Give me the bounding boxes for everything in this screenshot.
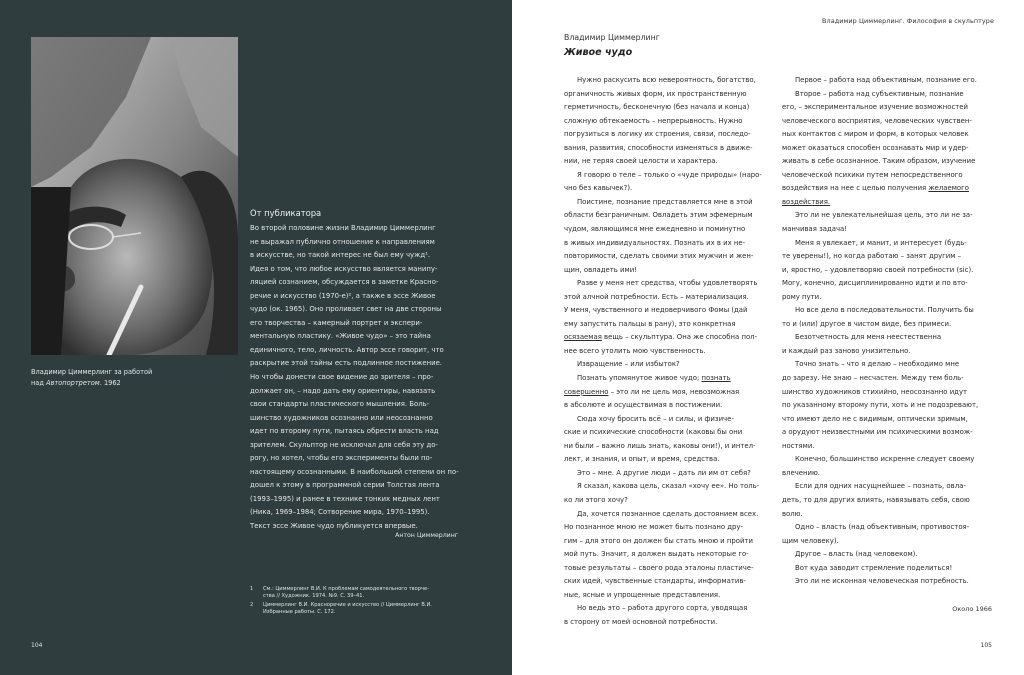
footnotes bbox=[250, 586, 465, 618]
essay-line: органичность живых форм, их пространственную bbox=[564, 89, 747, 98]
publisher-text-line: ляцией сознанием, обсуждается в заметке Красно- bbox=[250, 278, 439, 287]
page-number-left: 104 bbox=[31, 642, 43, 649]
essay-line: деть, то для других влиять, навязывать себя, свою bbox=[782, 495, 970, 504]
essay-line: Безотчетность для меня неестественна bbox=[795, 333, 942, 342]
publisher-text-line: (Ника, 1969–1984; Сотворение мира, 1970–1995). bbox=[250, 508, 430, 517]
essay-line: Могу, конечно, дисциплинированно идти и по вто- bbox=[782, 279, 968, 288]
publisher-text-line: Идея о том, что любое искусство является манипу- bbox=[250, 264, 438, 273]
publisher-text-line: дошел к этому в программной серии Толстая лента bbox=[250, 481, 440, 490]
essay-line: Но все дело в последовательности. Получить бы bbox=[795, 306, 974, 315]
essay-line: лект, и знания, и опыт, и время, средства. bbox=[564, 455, 720, 464]
portrait-photo bbox=[31, 37, 238, 355]
essay-line: ни были – важно лишь знать, каковы они!), и интел- bbox=[564, 441, 756, 450]
essay-line: товые результаты – своего рода эталоны пластиче- bbox=[564, 563, 754, 572]
portrait-photo-image bbox=[31, 37, 238, 355]
footnote-line: Избранные работы. С. 172. bbox=[263, 609, 336, 616]
caption-line: Владимир Циммерлинг за работой bbox=[31, 368, 153, 376]
essay-line: нее всего утолить мою чувственность. bbox=[564, 346, 706, 355]
essay-line: ностями. bbox=[782, 441, 815, 450]
essay-line: Познать упомянутое живое чудо; познать bbox=[577, 374, 731, 383]
caption-line: . 1962 bbox=[99, 378, 121, 387]
essay-line: Разве у меня нет средства, чтобы удовлетворять bbox=[577, 279, 758, 288]
right-page bbox=[512, 0, 1024, 675]
essay-line: в абсолюте и осуществимая в постижении. bbox=[564, 401, 723, 410]
essay-line: в живых индивидуальностях. Познать их в их не- bbox=[564, 238, 746, 247]
publisher-text-line: в искусстве, но такой интерес не был ему чужд¹. bbox=[250, 251, 431, 260]
essay-line: ские и психические способности (каковы бы они bbox=[564, 428, 743, 437]
footnote bbox=[250, 586, 465, 601]
publisher-text-line: должает он, – надо дать ему ориентиры, навязать bbox=[250, 386, 436, 395]
essay-line: ные, ясные и упрощенные представления. bbox=[564, 590, 721, 599]
essay-line: этой алчной потребности. Есть – материализация. bbox=[564, 292, 749, 301]
running-head: Владимир Циммерлинг. Философия в скульптуре bbox=[822, 17, 994, 25]
publisher-text-line: раскрытие этой тайны есть подлинное постижение. bbox=[250, 359, 442, 368]
essay-line: Другое – власть (над человеком). bbox=[795, 550, 918, 559]
essay-line: Но познанное мною не может быть познано дру- bbox=[564, 523, 743, 532]
essay-line: ко ли этого хочу? bbox=[564, 495, 628, 504]
footnote-line: Циммерлинг В.И. Красноречие и искусство // Циммерлинг В.И. bbox=[263, 601, 432, 608]
text-column-2 bbox=[782, 74, 997, 589]
essay-line: живать в себе осознанное. Таким образом, изучение bbox=[782, 157, 976, 166]
essay-line: Точно знать – что я делаю – необходимо мне bbox=[795, 360, 960, 369]
essay-line: что имеют дело не с видимым, оптически зримым, bbox=[782, 414, 968, 423]
essay-line: то и (или) другое в чистом виде, без примеси. bbox=[782, 319, 952, 328]
essay-line: Вот куда заводит стремление поделиться! bbox=[795, 563, 953, 572]
essay-line: гим – для этого он должен бы стать мною и пройти bbox=[564, 536, 753, 545]
essay-line: мой путь. Значит, я должен выдать некоторые го- bbox=[564, 550, 749, 559]
publisher-text-line: чудо (ок. 1965). Оно проливает свет на две стороны bbox=[250, 305, 442, 314]
publisher-text-line: единичного, тело, личность. Автор эссе говорит, что bbox=[250, 345, 444, 354]
essay-line: погрузиться в логику их строения, связи, последо- bbox=[564, 130, 751, 139]
essay-line: до зарезу. Не знаю – несчастен. Между тем боль- bbox=[782, 374, 964, 383]
essay-title: Живое чудо bbox=[564, 47, 633, 58]
essay-line: и, яростно, – удовлетворяю своей потребности (sic). bbox=[782, 265, 974, 274]
essay-line: осязаемая вещь – скульптура. Она же способна пол- bbox=[564, 333, 758, 342]
essay-date: Около 1966 bbox=[952, 605, 992, 613]
essay-line: совершенно – это ли не цель моя, невозможная bbox=[564, 387, 740, 396]
essay-line: ему запустить пальцы в рану), это конкретная bbox=[564, 319, 736, 328]
text-column-1 bbox=[564, 74, 776, 629]
essay-line: сложную обтекаемость – непрерывность. Нужно bbox=[564, 116, 743, 125]
caption-artwork-title: Автопортретом bbox=[46, 378, 100, 387]
essay-line: Первое – работа над объективным, познание его. bbox=[795, 76, 977, 84]
publisher-text-line: Во второй половине жизни Владимир Циммерлинг bbox=[250, 224, 436, 232]
publisher-text bbox=[250, 222, 465, 534]
essay-line: Нужно раскусить всю невероятность, богатство, bbox=[577, 76, 756, 84]
essay-line: вания, развития, способности изменяться в движе- bbox=[564, 143, 753, 152]
essay-line: Меня я увлекает, и манит, и интересует (будь- bbox=[795, 238, 967, 247]
page-number-right: 105 bbox=[980, 642, 992, 649]
essay-line: Сюда хочу бросить всё – и силы, и физиче- bbox=[577, 414, 734, 423]
essay-line: ских идей, чувственные стандарты, информатив- bbox=[564, 577, 746, 586]
essay-line: Второе – работа над субъективным, познание bbox=[795, 89, 964, 98]
essay-line: Извращение – или избыток? bbox=[577, 360, 680, 369]
footnote-line: ства // Художник. 1974. №9. С. 39–41. bbox=[263, 593, 365, 600]
essay-line: рому пути. bbox=[782, 292, 822, 301]
publisher-text-line: Текст эссе Живое чудо публикуется впервые. bbox=[250, 522, 418, 531]
essay-line: по указанному второму пути, хоть и не подозревают, bbox=[782, 401, 979, 410]
publisher-text-line: (1993–1995) и ранее в технике тонких медных лент bbox=[250, 494, 440, 503]
essay-line: нии, не теряя своей целости и характера. bbox=[564, 157, 718, 166]
essay-line: Конечно, большинство искренне следует своему bbox=[795, 455, 975, 464]
essay-line: может оказаться способен осознавать мир и удер- bbox=[782, 143, 969, 152]
publisher-signature: Антон Циммерлинг bbox=[395, 532, 458, 539]
footnote bbox=[250, 602, 465, 617]
essay-line: а орудуют неизвестными им психическими возмож- bbox=[782, 428, 973, 437]
publisher-heading: От публикатора bbox=[250, 208, 322, 218]
publisher-text-line: рогу, но хотел, чтобы его эксперименты были по- bbox=[250, 454, 433, 463]
essay-line: щим человеку). bbox=[782, 536, 839, 545]
publisher-text-line: речие и искусство (1970-е)², а также в эссе Живое bbox=[250, 291, 436, 300]
essay-line: человеческой психики путем непосредственного bbox=[782, 170, 963, 179]
essay-line: Это – мне. А другие люди – дать ли им от себя? bbox=[577, 468, 751, 477]
footnote-line: См.: Циммерлинг В.И. К проблемам самодеятельного творче- bbox=[263, 586, 430, 592]
essay-line: воздействия. bbox=[782, 197, 831, 206]
essay-line: Но ведь это – работа другого сорта, уводящая bbox=[577, 604, 748, 613]
essay-line: ных контактов с миром и форм, в которых человек bbox=[782, 130, 969, 139]
publisher-text-line: его творчества – камерный портрет и экспери- bbox=[250, 318, 423, 327]
essay-line: У меня, чувственного и недоверчивого Фомы (дай bbox=[564, 306, 748, 315]
publisher-text-line: свои стандарты пластического мышления. Боль- bbox=[250, 400, 430, 409]
essay-line: щин, овладеть ими! bbox=[564, 265, 637, 274]
essay-line: шинство художников стихийно, неосознанно идут bbox=[782, 387, 968, 396]
essay-line: его, – экспериментальное изучение возможностей bbox=[782, 103, 968, 112]
essay-line: чудом, являющимся мне ежедневно и поминутно bbox=[564, 225, 746, 234]
publisher-text-line: шинство художников осознанно или неосознанно bbox=[250, 413, 433, 422]
essay-line: герметичность, бесконечную (без начала и конца) bbox=[564, 103, 750, 112]
essay-line: волю. bbox=[782, 509, 803, 518]
essay-line: Это ли не увлекательнейшая цель, это ли не за- bbox=[795, 211, 973, 220]
essay-line: Если для одних насущнейшее – познать, овла- bbox=[795, 482, 966, 491]
essay-line: чно без кавычек?). bbox=[564, 184, 633, 193]
footnote-number: 2 bbox=[250, 601, 254, 608]
essay-line: области безграничным. Овладеть этим эфемерным bbox=[564, 211, 753, 220]
essay-line: те уверены!), но когда работаю – занят другим – bbox=[782, 252, 962, 261]
photo-caption bbox=[31, 367, 231, 388]
caption-line: над bbox=[31, 378, 47, 387]
publisher-text-line: идет по второму пути, пытаясь обрести власть над bbox=[250, 427, 439, 436]
essay-line: влечению. bbox=[782, 468, 820, 477]
essay-line: манчивая задача! bbox=[782, 225, 848, 234]
essay-author: Владимир Циммерлинг bbox=[564, 33, 660, 42]
essay-line: воздействия на нее с целью получения желаемого bbox=[782, 184, 969, 193]
essay-line: человеческого восприятия, человеческих чувствен- bbox=[782, 116, 972, 125]
essay-line: и каждый раз заново унизительно. bbox=[782, 346, 911, 355]
essay-line: повторимости, сделать своими этих мужчин и жен- bbox=[564, 252, 754, 261]
publisher-text-line: не выражал публично отношение к направлениям bbox=[250, 237, 435, 246]
publisher-text-line: настоящему осознанными. В наибольшей степени он по- bbox=[250, 467, 459, 476]
essay-line: Я сказал, какова цель, сказал «хочу ее». Но толь- bbox=[577, 482, 760, 491]
publisher-text-line: ментальную пластику. «Живое чудо» – это тайна bbox=[250, 332, 431, 341]
essay-line: Я говорю о теле – только о «чуде природы» (наро- bbox=[577, 170, 762, 179]
essay-line: Да, хочется познанное сделать достоянием всех. bbox=[577, 509, 759, 518]
essay-line: Это ли не исконная человеческая потребность. bbox=[795, 577, 969, 586]
essay-line: в сторону от моей основной потребности. bbox=[564, 617, 718, 626]
publisher-text-line: Но чтобы донести свое видение до зрителя – про- bbox=[250, 373, 434, 382]
essay-line: Одно – власть (над объективным, противостоя- bbox=[795, 523, 970, 532]
essay-line: Поистине, познание представляется мне в этой bbox=[577, 197, 753, 206]
footnote-number: 1 bbox=[250, 586, 254, 592]
publisher-text-line: зрителем. Скульптор не исключал для себя эту до- bbox=[250, 440, 438, 449]
